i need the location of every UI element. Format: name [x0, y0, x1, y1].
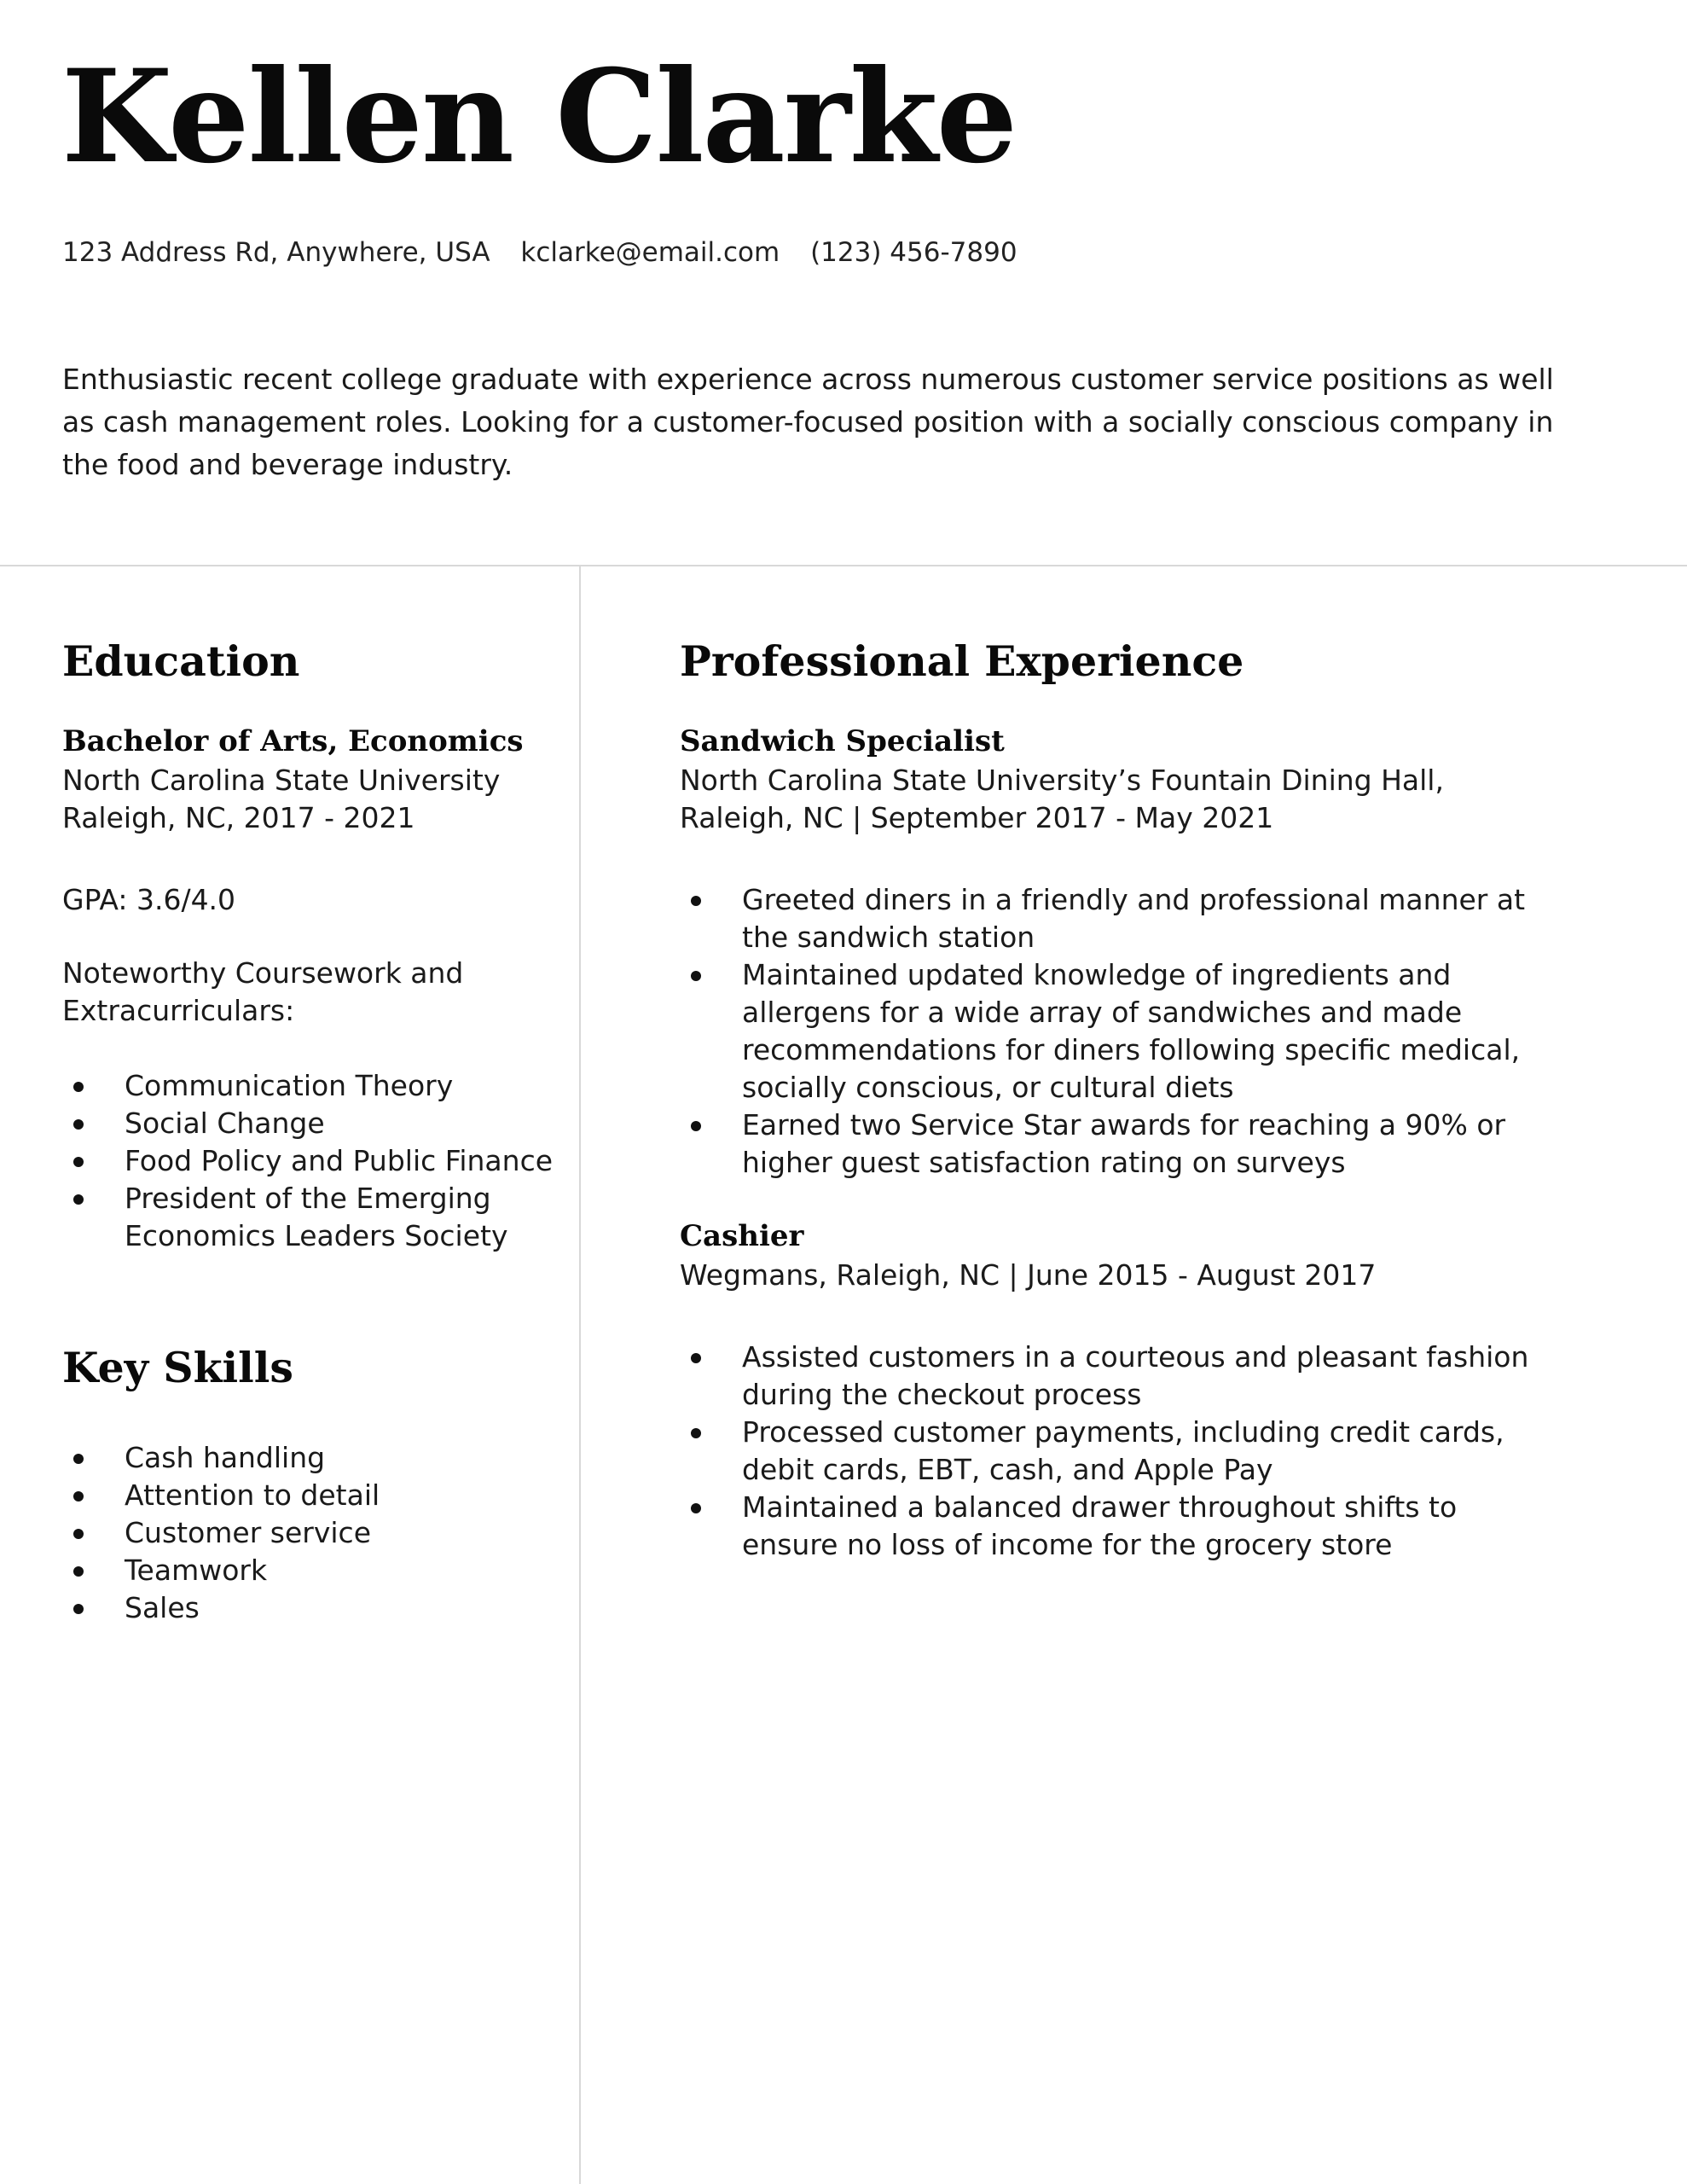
list-item: Customer service: [62, 1514, 557, 1552]
contact-line: [62, 237, 1040, 268]
list-item: Food Policy and Public Finance: [62, 1142, 557, 1180]
job-bullets: [680, 1339, 1541, 1564]
list-item: Assisted customers in a courteous and pleasant fashion during the checkout process: [680, 1339, 1541, 1414]
gpa: GPA: 3.6/4.0: [62, 883, 236, 916]
list-item: Cash handling: [62, 1439, 557, 1477]
summary-paragraph: Enthusiastic recent college graduate with experience across numerous customer service positions as well as cash management roles. Looking for a customer-focused position with a socially conscious company in the food and beverage industry.: [62, 363, 1554, 481]
job-role: Sandwich Specialist: [680, 724, 1005, 758]
list-item: Attention to detail: [62, 1477, 557, 1514]
left-column: [62, 627, 557, 1627]
list-item: Maintained updated knowledge of ingredients and allergens for a wide array of sandwiches and made recommendations for diners following specific medical, socially conscious, or cultural diets: [680, 956, 1541, 1107]
right-column: [680, 627, 1541, 1564]
degree-title: Bachelor of Arts, Economics: [62, 724, 524, 758]
job-bullets: [680, 881, 1541, 1182]
coursework-label-line1: Noteworthy Coursework and: [62, 956, 464, 990]
horizontal-divider: [0, 565, 1687, 566]
education-heading: Education: [62, 636, 300, 686]
contact-address: 123 Address Rd, Anywhere, USA: [62, 237, 490, 268]
school-name: North Carolina State University: [62, 764, 501, 797]
job-details: Wegmans, Raleigh, NC | June 2015 - August 2017: [680, 1258, 1377, 1292]
job-entry: [680, 1216, 1541, 1564]
list-item: Social Change: [62, 1105, 557, 1142]
list-item: Maintained a balanced drawer throughout shifts to ensure no loss of income for the grocery store: [680, 1489, 1541, 1564]
list-item: Earned two Service Star awards for reaching a 90% or higher guest satisfaction rating on surveys: [680, 1107, 1541, 1182]
experience-heading: Professional Experience: [680, 636, 1244, 686]
list-item: Sales: [62, 1589, 557, 1627]
list-item: Greeted diners in a friendly and professional manner at the sandwich station: [680, 881, 1541, 956]
contact-phone: (123) 456-7890: [810, 237, 1017, 268]
list-item: Processed customer payments, including credit cards, debit cards, EBT, cash, and Apple Pay: [680, 1414, 1541, 1489]
skills-list: [62, 1439, 557, 1627]
list-item: President of the Emerging Economics Leaders Society: [62, 1180, 557, 1255]
job-entry: [680, 721, 1541, 1182]
coursework-list: [62, 1067, 557, 1255]
job-details: North Carolina State University’s Fountain Dining Hall, Raleigh, NC | September 2017 - May 2021: [680, 764, 1444, 834]
skills-heading: Key Skills: [62, 1343, 293, 1392]
list-item: Teamwork: [62, 1552, 557, 1589]
contact-email: kclarke@email.com: [520, 237, 780, 268]
school-location-dates: Raleigh, NC, 2017 - 2021: [62, 801, 415, 834]
candidate-name: Kellen Clarke: [61, 42, 1017, 192]
list-item: Communication Theory: [62, 1067, 557, 1105]
coursework-label-line2: Extracurriculars:: [62, 994, 295, 1027]
job-role: Cashier: [680, 1219, 804, 1253]
column-divider: [579, 565, 581, 2184]
